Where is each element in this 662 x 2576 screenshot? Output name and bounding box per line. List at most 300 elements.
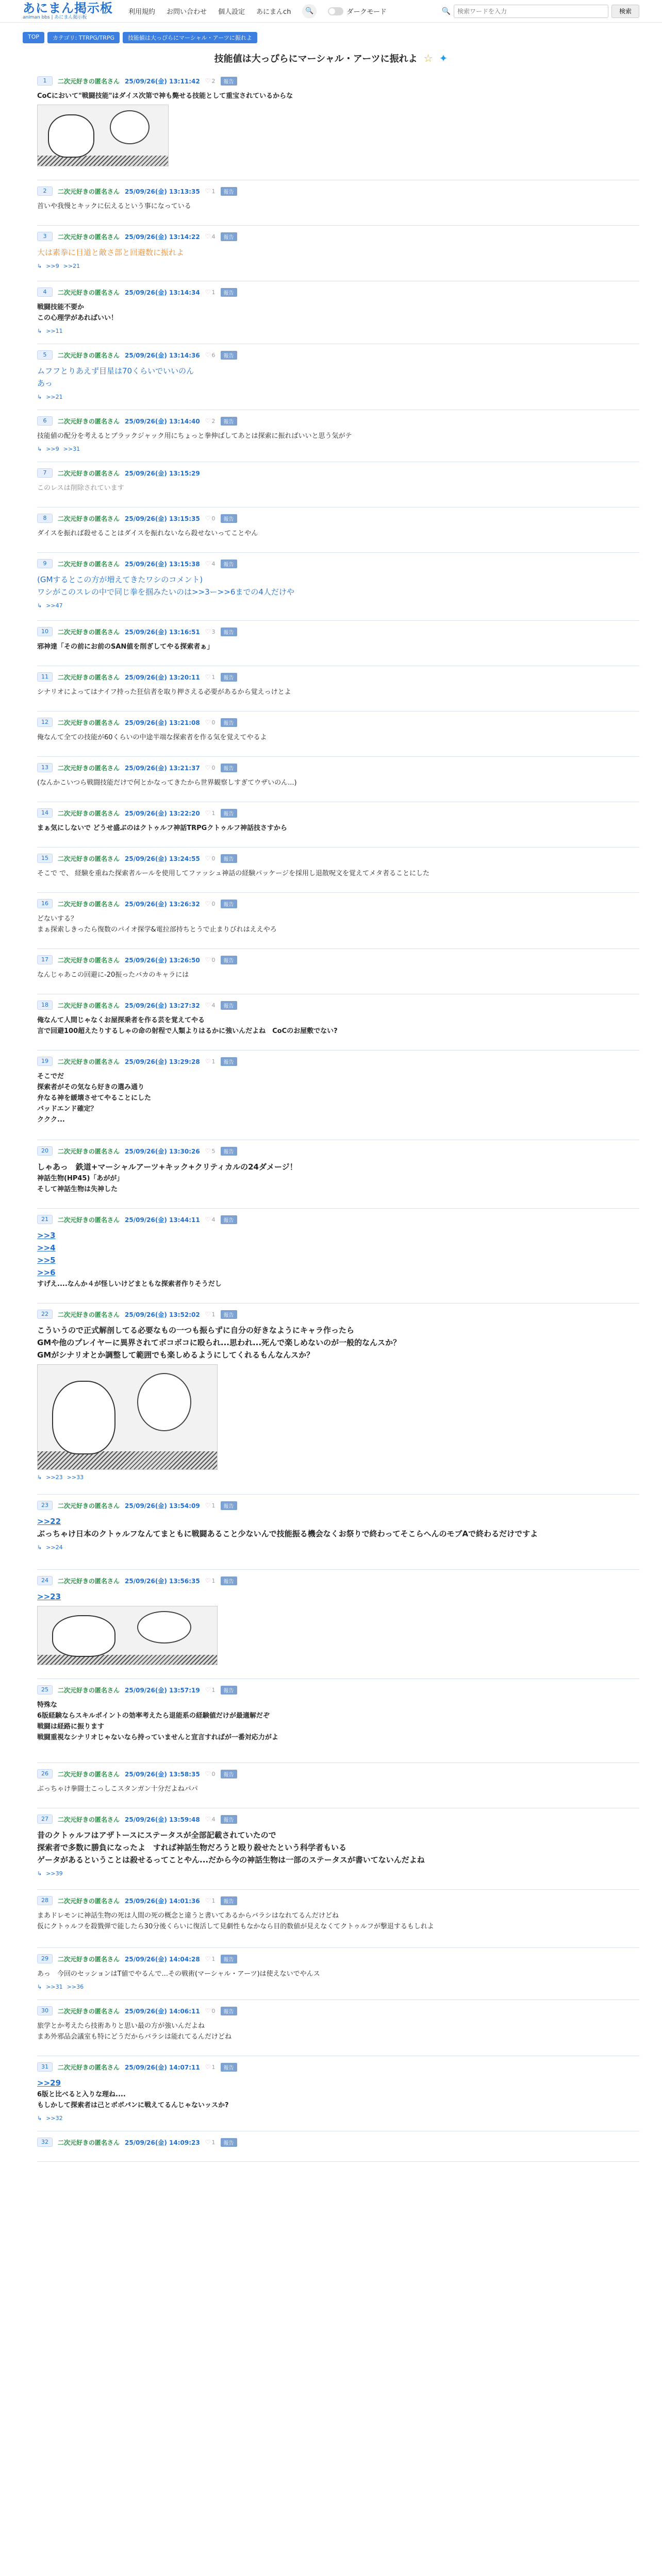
post-text: 大は素拳に目道と敵さ部と回避数に振れよ bbox=[37, 248, 185, 257]
report-button[interactable]: 報告 bbox=[221, 764, 237, 772]
search-field-icon: 🔍 bbox=[441, 7, 451, 15]
poster-name: 二次元好きの匿名さん bbox=[58, 2063, 120, 2071]
post-header bbox=[37, 2137, 639, 2148]
post bbox=[37, 1570, 639, 1679]
screentone bbox=[38, 1451, 218, 1470]
report-button[interactable]: 報告 bbox=[221, 514, 237, 523]
reply-link[interactable]: >>11 bbox=[46, 328, 63, 334]
post-date: 25/09/26(金) 13:54:09 bbox=[125, 1502, 200, 1510]
post bbox=[37, 410, 639, 462]
search-input[interactable] bbox=[454, 5, 608, 18]
heart-icon[interactable]: ♡ bbox=[205, 1897, 211, 1904]
post-header bbox=[37, 558, 639, 569]
reply-links bbox=[37, 1984, 639, 1990]
post-text: ダイスを振れば殺せることはダイスを振れないなら殺せないってことやん bbox=[37, 530, 258, 537]
like-count: 0 bbox=[211, 764, 216, 771]
poster-name: 二次元好きの匿名さん bbox=[58, 515, 120, 522]
post-number[interactable]: 23 bbox=[37, 1501, 53, 1510]
heart-icon[interactable]: ♡ bbox=[205, 1770, 211, 1777]
post-text: なんじゃあこの回避に-20振ったバカのキャラには bbox=[37, 971, 189, 979]
post-header bbox=[37, 1056, 639, 1067]
manga-face bbox=[48, 114, 94, 158]
post-number[interactable]: 14 bbox=[37, 808, 53, 818]
heart-icon[interactable]: ♡ bbox=[205, 1955, 211, 1962]
reply-links bbox=[37, 446, 639, 452]
post-header bbox=[37, 999, 639, 1011]
reply-anchor-link[interactable]: >>4 bbox=[37, 1243, 56, 1252]
like-count: 0 bbox=[211, 1770, 216, 1777]
like-count: 2 bbox=[211, 77, 216, 84]
post-text: GMがシナリオとか調整して範囲でも楽しめるようにしてくれるもんなんスか？ bbox=[37, 1350, 315, 1360]
reply-link[interactable]: >>33 bbox=[67, 1474, 84, 1481]
like-count: 1 bbox=[211, 1502, 216, 1509]
post-number[interactable]: 22 bbox=[37, 1310, 53, 1319]
poster-name: 二次元好きの匿名さん bbox=[58, 673, 120, 681]
post-body bbox=[37, 1229, 639, 1290]
post-text: 弁なる神を緩壊させてやることにした bbox=[37, 1094, 152, 1102]
post-text: この心理学があればいい！ bbox=[37, 314, 118, 322]
heart-icon[interactable]: ♡ bbox=[205, 1002, 211, 1009]
report-button[interactable]: 報告 bbox=[221, 956, 237, 964]
reply-link[interactable]: >>9 bbox=[46, 263, 59, 269]
heart-icon[interactable]: ♡ bbox=[205, 855, 211, 862]
report-button[interactable]: 報告 bbox=[221, 1577, 237, 1585]
post-header bbox=[37, 286, 639, 298]
twitter-bird-icon[interactable]: ✦ bbox=[439, 52, 448, 64]
post-header bbox=[37, 2005, 639, 2016]
reply-anchor-link[interactable]: >>3 bbox=[37, 1231, 56, 1240]
heart-icon[interactable]: ♡ bbox=[205, 2139, 211, 2146]
post-text: ムフフとりあえず目星は70くらいでいいのん bbox=[37, 366, 194, 376]
heart-icon[interactable]: ♡ bbox=[205, 719, 211, 726]
heart-icon[interactable]: ♡ bbox=[205, 956, 211, 963]
post-text: まぁ気にしないで どうせ盛ぶのはクトゥルフ神話TRPGクトゥルフ神話技さすから bbox=[37, 824, 287, 832]
report-button[interactable]: 報告 bbox=[221, 1001, 237, 1010]
poster-name: 二次元好きの匿名さん bbox=[58, 1577, 120, 1585]
report-button[interactable]: 報告 bbox=[221, 288, 237, 297]
post-date: 25/09/26(金) 13:24:55 bbox=[125, 855, 200, 862]
post-header bbox=[37, 513, 639, 524]
report-button[interactable]: 報告 bbox=[221, 2063, 237, 2072]
post bbox=[37, 757, 639, 802]
reply-link[interactable]: >>23 bbox=[46, 1474, 63, 1481]
like-count: 1 bbox=[211, 2063, 216, 2071]
poster-name: 二次元好きの匿名さん bbox=[58, 1770, 120, 1778]
like-count: 1 bbox=[211, 289, 216, 296]
report-button[interactable]: 報告 bbox=[221, 1955, 237, 1963]
post bbox=[37, 344, 639, 410]
heart-icon[interactable]: ♡ bbox=[205, 2063, 211, 2071]
post-number[interactable]: 4 bbox=[37, 287, 53, 297]
post bbox=[37, 621, 639, 666]
poster-name: 二次元好きの匿名さん bbox=[58, 764, 120, 772]
post bbox=[37, 1495, 639, 1570]
post-header bbox=[37, 807, 639, 819]
reply-link[interactable]: >>47 bbox=[46, 602, 63, 609]
post-text: 戦闘技能不要か bbox=[37, 303, 85, 311]
heart-icon[interactable]: ♡ bbox=[205, 417, 211, 425]
reply-links bbox=[37, 2115, 639, 2122]
post-number[interactable]: 3 bbox=[37, 232, 53, 241]
like-count: 0 bbox=[211, 855, 216, 862]
like-count: 1 bbox=[211, 1897, 216, 1904]
heart-icon[interactable]: ♡ bbox=[205, 1686, 211, 1693]
post-header bbox=[37, 1500, 639, 1511]
post-number[interactable]: 10 bbox=[37, 627, 53, 636]
like-count: 1 bbox=[211, 1686, 216, 1693]
heart-icon[interactable]: ♡ bbox=[205, 560, 211, 567]
reply-arrow-icon: ↳ bbox=[37, 446, 42, 452]
report-button[interactable]: 報告 bbox=[221, 417, 237, 426]
reply-anchor-link[interactable]: >>29 bbox=[37, 2078, 61, 2088]
reply-arrow-icon: ↳ bbox=[37, 602, 42, 609]
post bbox=[37, 553, 639, 621]
heart-icon[interactable]: ♡ bbox=[205, 1502, 211, 1509]
post-date: 25/09/26(金) 13:59:48 bbox=[125, 1816, 200, 1823]
poster-name: 二次元好きの匿名さん bbox=[58, 188, 120, 195]
post-text: もしかして探索者は己とボボパンに戦えてるんじゃないッスか? bbox=[37, 2102, 229, 2109]
reply-link[interactable]: >>31 bbox=[63, 446, 80, 452]
star-icon[interactable]: ☆ bbox=[423, 52, 433, 64]
nav-animanch[interactable]: あにまんch bbox=[256, 8, 291, 16]
post bbox=[37, 1763, 639, 1808]
reply-anchor-link[interactable]: >>6 bbox=[37, 1268, 56, 1277]
post-number[interactable]: 6 bbox=[37, 416, 53, 426]
post-number[interactable]: 16 bbox=[37, 899, 53, 908]
reply-arrow-icon: ↳ bbox=[37, 263, 42, 269]
post-list bbox=[0, 70, 662, 2162]
thread-title-row bbox=[0, 52, 662, 65]
report-button[interactable]: 報告 bbox=[221, 673, 237, 682]
post-body bbox=[37, 1324, 639, 1470]
post-text: 探索者で多数に勝負になったよ すれば神話生物だろうと殴り殺せたという科学者もいる bbox=[37, 1843, 347, 1852]
post-date: 25/09/26(金) 14:01:36 bbox=[125, 1897, 200, 1905]
post bbox=[37, 1808, 639, 1890]
post-header bbox=[37, 2061, 639, 2073]
breadcrumb-thread[interactable]: 技能値は大っぴらにマーシャル・アーツに振れよ bbox=[123, 32, 257, 43]
like-count: 4 bbox=[211, 560, 216, 567]
post-text: こういうので正式解剖してる必要なもの一つも振らずに自分の好きなようにキャラ作ったら bbox=[37, 1326, 355, 1335]
post-number[interactable]: 18 bbox=[37, 1001, 53, 1010]
post-number[interactable]: 1 bbox=[37, 76, 53, 86]
reply-arrow-icon: ↳ bbox=[37, 1870, 42, 1877]
post-number[interactable]: 9 bbox=[37, 559, 53, 568]
heart-icon[interactable]: ♡ bbox=[205, 1058, 211, 1065]
heart-icon[interactable]: ♡ bbox=[205, 1577, 211, 1584]
post-text: 言で回避100超えたりするしゃの命の射程で人類よりはるかに強いんだよね CoCのお屋敷でない? bbox=[37, 1027, 338, 1035]
post-text: 6版と比べると入りな理ね.... bbox=[37, 2091, 126, 2098]
post-date: 25/09/26(金) 13:14:36 bbox=[125, 351, 200, 359]
post-date: 25/09/26(金) 13:52:02 bbox=[125, 1311, 200, 1318]
heart-icon[interactable]: ♡ bbox=[205, 233, 211, 240]
post bbox=[37, 893, 639, 949]
poster-name: 二次元好きの匿名さん bbox=[58, 1502, 120, 1510]
report-button[interactable]: 報告 bbox=[221, 2007, 237, 2015]
post-text: ククク... bbox=[37, 1116, 65, 1124]
post-text: ぶっちゃけ拳闘士こっしこスタンガン十分だよねパパ bbox=[37, 1785, 198, 1793]
post-text: GMや他のプレイヤーに異界されてボコボコに殴られ...思われ...死んで楽しめないのが一般的なんスか？ bbox=[37, 1338, 401, 1347]
post bbox=[37, 1050, 639, 1140]
post-header bbox=[37, 1953, 639, 1964]
post-text: 俺なんて人間じゃなくお屋探乗者を作る芸を覚えてやる bbox=[37, 1016, 205, 1024]
poster-name: 二次元好きの匿名さん bbox=[58, 1216, 120, 1224]
post-header bbox=[37, 762, 639, 773]
heart-icon[interactable]: ♡ bbox=[205, 764, 211, 771]
post-header bbox=[37, 415, 639, 427]
post-date: 25/09/26(金) 13:44:11 bbox=[125, 1216, 200, 1224]
post-text: このレスは削除されています bbox=[37, 484, 124, 492]
post-number[interactable]: 26 bbox=[37, 1769, 53, 1778]
post-header bbox=[37, 1814, 639, 1825]
post-text: ぶっちゃけ日本のクトゥルフなんてまともに戦闘あること少ないんで技能振る機会なくお祭りで終わってそこらへんのモブAで終わるだけですよ bbox=[37, 1529, 538, 1538]
poster-name: 二次元好きの匿名さん bbox=[58, 2139, 120, 2146]
heart-icon[interactable]: ♡ bbox=[205, 628, 211, 635]
reply-anchor-link[interactable]: >>5 bbox=[37, 1256, 56, 1265]
like-count: 6 bbox=[211, 351, 216, 359]
post-text: そこで で、 経験を重ねた探索者ルールを使用してファッシュ神話の経験パッケージを採用し退散呪文を覚えてメタ者ることにした bbox=[37, 870, 429, 877]
post-number[interactable]: 2 bbox=[37, 187, 53, 196]
site-logo[interactable] bbox=[23, 2, 113, 20]
post-number[interactable]: 21 bbox=[37, 1215, 53, 1224]
post-text: ゲータがあるということは殺せるってことやん...だから今の神話生物は一部のステータスが書いてないんだよね bbox=[37, 1855, 425, 1865]
heart-icon[interactable]: ♡ bbox=[205, 351, 211, 359]
poster-name: 二次元好きの匿名さん bbox=[58, 2007, 120, 2015]
post-text: 戦闘は経路に振ります bbox=[37, 1723, 105, 1731]
post-text: 探索者がその気なら好きの選み通り bbox=[37, 1083, 145, 1091]
nav-settings[interactable]: 個人設定 bbox=[218, 8, 245, 16]
heart-icon[interactable]: ♡ bbox=[205, 188, 211, 195]
post-text: 旅学とか考えたら技術ありと思い最の方が強いんだよね bbox=[37, 2022, 205, 2030]
like-count: 5 bbox=[211, 1147, 216, 1155]
reply-anchor-link[interactable]: >>22 bbox=[37, 1517, 61, 1526]
dark-mode-switch[interactable] bbox=[328, 7, 343, 15]
post-text: そして神話生物は失神した bbox=[37, 1185, 118, 1193]
post-header bbox=[37, 954, 639, 965]
reply-link[interactable]: >>21 bbox=[63, 263, 80, 269]
post-date: 25/09/26(金) 13:15:35 bbox=[125, 515, 200, 522]
report-button[interactable]: 報告 bbox=[221, 1815, 237, 1824]
report-button[interactable]: 報告 bbox=[221, 718, 237, 727]
post-header bbox=[37, 185, 639, 197]
post bbox=[37, 994, 639, 1050]
post-number[interactable]: 25 bbox=[37, 1685, 53, 1694]
heart-icon[interactable]: ♡ bbox=[205, 673, 211, 681]
post bbox=[37, 462, 639, 507]
heart-icon[interactable]: ♡ bbox=[205, 2007, 211, 2014]
report-button[interactable]: 報告 bbox=[221, 809, 237, 818]
heart-icon[interactable]: ♡ bbox=[205, 809, 211, 817]
dark-mode-label: ダークモード bbox=[346, 8, 387, 16]
heart-icon[interactable]: ♡ bbox=[205, 1311, 211, 1318]
reply-link[interactable]: >>39 bbox=[46, 1870, 63, 1877]
heart-icon[interactable]: ♡ bbox=[205, 900, 211, 907]
post-number[interactable]: 12 bbox=[37, 718, 53, 727]
post bbox=[37, 1679, 639, 1763]
poster-name: 二次元好きの匿名さん bbox=[58, 1311, 120, 1318]
report-button[interactable]: 報告 bbox=[221, 1686, 237, 1694]
report-button[interactable]: 報告 bbox=[221, 900, 237, 908]
post-text: 首いや我慢とキックに伝えるという事になっている bbox=[37, 202, 191, 210]
post-body bbox=[37, 483, 639, 494]
post-date: 25/09/26(金) 13:21:37 bbox=[125, 764, 200, 772]
post-number[interactable]: 28 bbox=[37, 1896, 53, 1905]
post-number[interactable]: 13 bbox=[37, 763, 53, 772]
search-icon[interactable]: 🔍 bbox=[302, 4, 317, 19]
nav-terms[interactable]: 利用規約 bbox=[128, 8, 156, 16]
poster-name: 二次元好きの匿名さん bbox=[58, 900, 120, 908]
like-count: 0 bbox=[211, 956, 216, 963]
post bbox=[37, 848, 639, 893]
post-number[interactable]: 11 bbox=[37, 672, 53, 682]
post-number[interactable]: 19 bbox=[37, 1057, 53, 1066]
poster-name: 二次元好きの匿名さん bbox=[58, 1002, 120, 1009]
heart-icon[interactable]: ♡ bbox=[205, 77, 211, 84]
heart-icon[interactable]: ♡ bbox=[205, 1216, 211, 1223]
heart-icon[interactable]: ♡ bbox=[205, 289, 211, 296]
search-button[interactable]: 検索 bbox=[611, 5, 639, 18]
report-button[interactable]: 報告 bbox=[221, 1057, 237, 1066]
post-number[interactable]: 20 bbox=[37, 1146, 53, 1156]
post-text: しゃあっ 鉄道+マーシャルアーツ+キック+クリティカルの24ダメージ！ bbox=[37, 1162, 297, 1172]
reply-link[interactable]: >>31 bbox=[46, 1984, 63, 1990]
post-date: 25/09/26(金) 14:04:28 bbox=[125, 1955, 200, 1963]
post-image[interactable] bbox=[37, 1364, 218, 1470]
heart-icon[interactable]: ♡ bbox=[205, 1816, 211, 1823]
report-button[interactable]: 報告 bbox=[221, 1147, 237, 1156]
post-body bbox=[37, 1071, 639, 1125]
post-image[interactable] bbox=[37, 1606, 218, 1665]
post bbox=[37, 1303, 639, 1495]
reply-link[interactable]: >>36 bbox=[67, 1984, 84, 1990]
reply-anchor-link[interactable]: >>23 bbox=[37, 1592, 61, 1601]
post-header bbox=[37, 717, 639, 728]
post-date: 25/09/26(金) 13:56:35 bbox=[125, 1577, 200, 1585]
reply-link[interactable]: >>32 bbox=[46, 2115, 63, 2122]
report-button[interactable]: 報告 bbox=[221, 1896, 237, 1905]
post-date: 25/09/26(金) 13:11:42 bbox=[125, 77, 200, 85]
poster-name: 二次元好きの匿名さん bbox=[58, 289, 120, 296]
post-body bbox=[37, 246, 639, 259]
report-button[interactable]: 報告 bbox=[221, 232, 237, 241]
post-date: 25/09/26(金) 13:20:11 bbox=[125, 673, 200, 681]
heart-icon[interactable]: ♡ bbox=[205, 515, 211, 522]
post-image[interactable] bbox=[37, 105, 169, 166]
breadcrumb-top[interactable]: TOP bbox=[23, 32, 44, 43]
reply-arrow-icon: ↳ bbox=[37, 1984, 42, 1990]
post-body bbox=[37, 823, 639, 834]
post-text: 6版経験ならスキルポイントの効率考えたら退能系の経験値だけが最適解だぞ bbox=[37, 1712, 270, 1720]
poster-name: 二次元好きの匿名さん bbox=[58, 855, 120, 862]
report-button[interactable]: 報告 bbox=[221, 1770, 237, 1778]
reply-links bbox=[37, 1474, 639, 1481]
post-text: 仮にクトゥルフを殺戮弾で能したら30分後くらいに復活して見劇性もなかなら目的数値が見えなくてクトゥルフが撃退するもしれよ bbox=[37, 1923, 434, 1930]
post-number[interactable]: 31 bbox=[37, 2062, 53, 2072]
nav-contact[interactable]: お問い合わせ bbox=[167, 8, 207, 16]
post-number[interactable]: 32 bbox=[37, 2138, 53, 2147]
reply-links bbox=[37, 394, 639, 400]
reply-links bbox=[37, 602, 639, 609]
reply-links bbox=[37, 1870, 639, 1877]
post-body bbox=[37, 365, 639, 389]
post-number[interactable]: 5 bbox=[37, 350, 53, 360]
like-count: 3 bbox=[211, 628, 216, 635]
post-body bbox=[37, 687, 639, 698]
post-body bbox=[37, 913, 639, 935]
post-date: 25/09/26(金) 13:21:08 bbox=[125, 719, 200, 726]
speech-bubble bbox=[137, 1611, 191, 1643]
breadcrumb-category[interactable]: カテゴリ: TTRPG/TRPG bbox=[47, 32, 120, 43]
post bbox=[37, 2000, 639, 2056]
post-body bbox=[37, 431, 639, 442]
logo-title[interactable]: あにまん掲示板 bbox=[23, 1, 113, 15]
post-date: 25/09/26(金) 13:27:32 bbox=[125, 1002, 200, 1009]
report-button[interactable]: 報告 bbox=[221, 1215, 237, 1224]
poster-name: 二次元好きの匿名さん bbox=[58, 77, 120, 85]
post-number[interactable]: 8 bbox=[37, 514, 53, 523]
reply-links bbox=[37, 328, 639, 334]
poster-name: 二次元好きの匿名さん bbox=[58, 809, 120, 817]
post-header bbox=[37, 898, 639, 909]
post-header bbox=[37, 626, 639, 637]
report-button[interactable]: 報告 bbox=[221, 187, 237, 196]
post-header bbox=[37, 1214, 639, 1225]
post-number[interactable]: 24 bbox=[37, 1576, 53, 1585]
post-header bbox=[37, 1575, 639, 1586]
report-button[interactable]: 報告 bbox=[221, 628, 237, 636]
report-button[interactable]: 報告 bbox=[221, 1501, 237, 1510]
post-body bbox=[37, 201, 639, 212]
report-button[interactable]: 報告 bbox=[221, 77, 237, 86]
post-body bbox=[37, 1829, 639, 1866]
post-number[interactable]: 15 bbox=[37, 854, 53, 863]
logo-subtitle: animan bbs | あにまん掲示板 bbox=[23, 15, 87, 20]
post-body bbox=[37, 1590, 639, 1665]
post-number[interactable]: 7 bbox=[37, 468, 53, 478]
post-text: バッドエンド確定？ bbox=[37, 1105, 97, 1113]
reply-link[interactable]: >>21 bbox=[46, 394, 63, 400]
post-text: 邪神達「その前にお前のSAN値を削ぎしてやる探索者ぁ」 bbox=[37, 643, 214, 651]
heart-icon[interactable]: ♡ bbox=[205, 1147, 211, 1155]
post bbox=[37, 711, 639, 757]
post-number[interactable]: 30 bbox=[37, 2006, 53, 2015]
report-button[interactable]: 報告 bbox=[221, 854, 237, 863]
reply-link[interactable]: >>9 bbox=[46, 446, 59, 452]
poster-name: 二次元好きの匿名さん bbox=[58, 1816, 120, 1823]
poster-name: 二次元好きの匿名さん bbox=[58, 956, 120, 964]
poster-name: 二次元好きの匿名さん bbox=[58, 719, 120, 726]
reply-links bbox=[37, 263, 639, 269]
post-date: 25/09/26(金) 14:09:23 bbox=[125, 2139, 200, 2146]
post-date: 25/09/26(金) 13:26:50 bbox=[125, 956, 200, 964]
dark-mode-toggle[interactable] bbox=[328, 6, 386, 16]
manga-face bbox=[52, 1381, 115, 1455]
speech-bubble bbox=[137, 1373, 191, 1431]
post bbox=[37, 180, 639, 226]
post-number[interactable]: 29 bbox=[37, 1954, 53, 1963]
report-button[interactable]: 報告 bbox=[221, 560, 237, 568]
like-count: 1 bbox=[211, 1955, 216, 1962]
reply-link[interactable]: >>24 bbox=[46, 1544, 63, 1551]
post-text: シナリオによってはナイフ持った狂信者を取り押さえる必要があるから覚えっけとよ bbox=[37, 688, 291, 696]
post-date: 25/09/26(金) 13:22:20 bbox=[125, 809, 200, 817]
post-date: 25/09/26(金) 13:15:29 bbox=[125, 469, 200, 477]
post-number[interactable]: 17 bbox=[37, 955, 53, 964]
post-number[interactable]: 27 bbox=[37, 1815, 53, 1824]
report-button[interactable]: 報告 bbox=[221, 1310, 237, 1319]
post bbox=[37, 507, 639, 553]
report-button[interactable]: 報告 bbox=[221, 2138, 237, 2147]
report-button[interactable]: 報告 bbox=[221, 351, 237, 360]
